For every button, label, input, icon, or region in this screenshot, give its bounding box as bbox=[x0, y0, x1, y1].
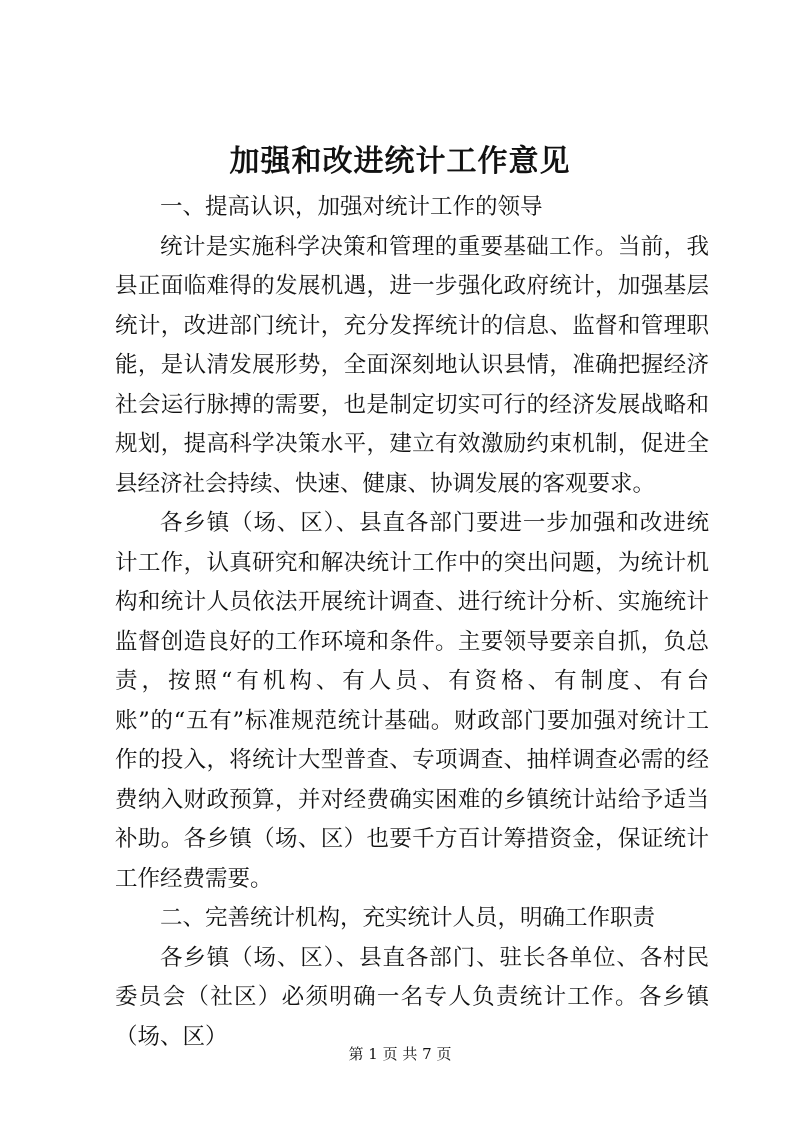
document-title: 加强和改进统计工作意见 bbox=[229, 144, 571, 179]
paragraph-2: 各乡镇（场、区）、县直各部门要进一步加强和改进统计工作，认真研究和解决统计工作中的突出问题，为统计机构和统计人员依法开展统计调查、进行统计分析、实施统计监督创造良好的工作环境和条件。主要领导要亲自抓，负总责，按照“有机构、有人员、有资格、有制度、有台账”的“五有”标准规范统计基础。财政部门要加强对统计工作的投入，将统计大型普查、专项调查、抽样调查必需的经费纳入财政预算，并对经费确实困难的乡镇统计站给予适当补助。各乡镇（场、区）也要千方百计筹措资金，保证统计工作经费需要。 bbox=[115, 510, 709, 892]
section-heading-1: 一、提高认识，加强对统计工作的领导 bbox=[160, 194, 543, 220]
document-body bbox=[115, 188, 709, 1057]
paragraph-3: 各乡镇（场、区）、县直各部门、驻长各单位、各村民委员会（社区）必须明确一名专人负责统计工作。各乡镇（场、区） bbox=[115, 944, 709, 1050]
section-heading-2: 二、完善统计机构，充实统计人员，明确工作职责 bbox=[160, 905, 656, 931]
page-number-footer: 第 1 页 共 7 页 bbox=[348, 1045, 452, 1063]
paragraph-1: 统计是实施科学决策和管理的重要基础工作。当前，我县正面临难得的发展机遇，进一步强化政府统计，加强基层统计，改进部门统计，充分发挥统计的信息、监督和管理职能，是认清发展形势，全面深刻地认识县情，准确把握经济社会运行脉搏的需要，也是制定切实可行的经济发展战略和规划，提高科学决策水平，建立有效激励约束机制，促进全县经济社会持续、快速、健康、协调发展的客观要求。 bbox=[115, 233, 709, 497]
